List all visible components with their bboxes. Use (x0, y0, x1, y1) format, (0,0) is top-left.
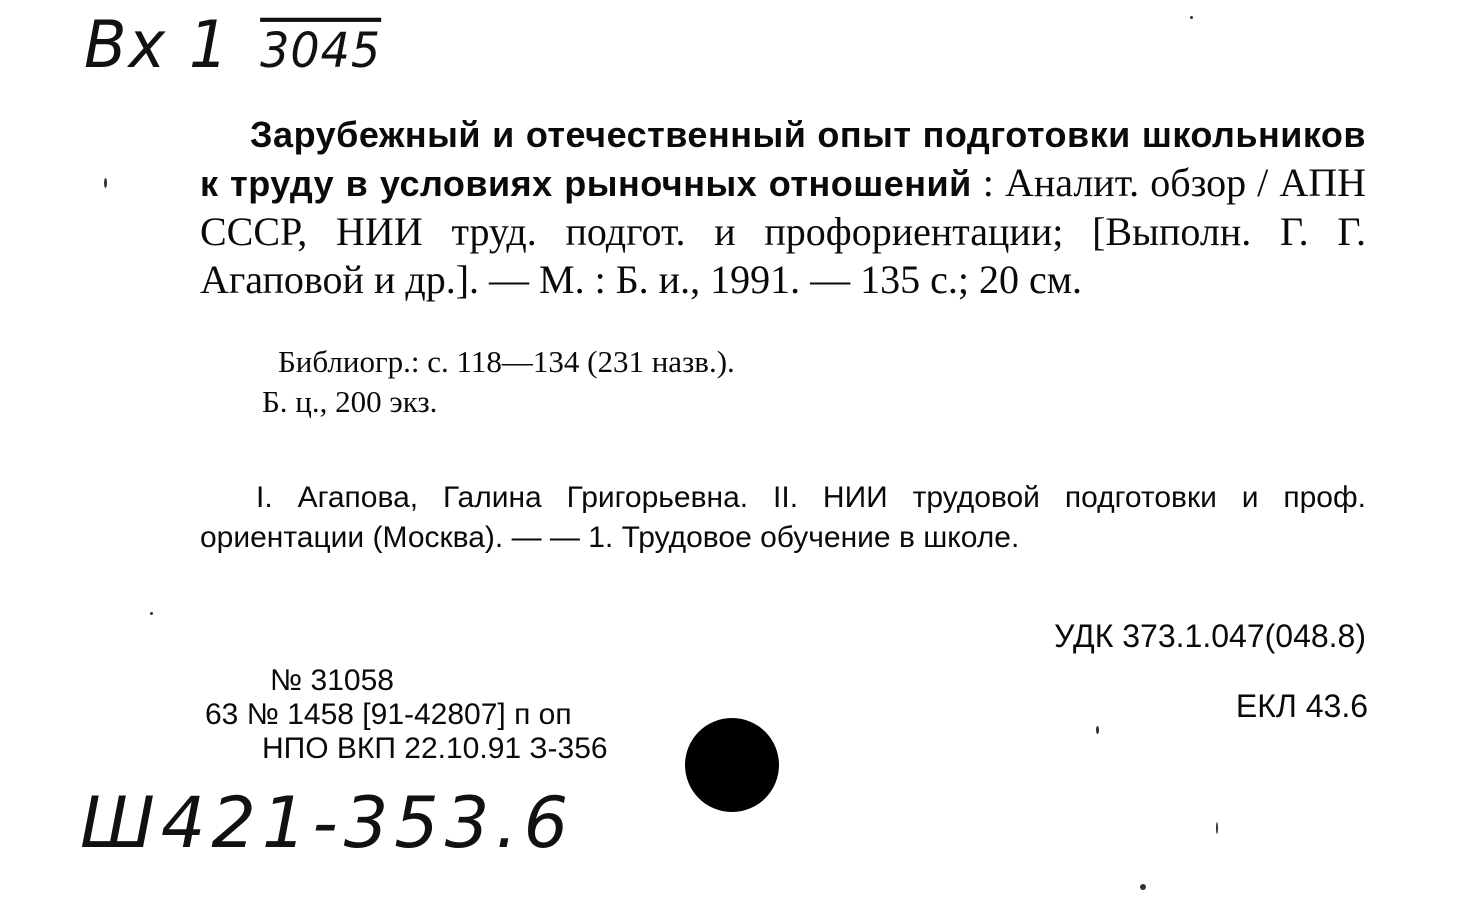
tracing-text: I. Агапова, Галина Григорьевна. II. НИИ трудовой подготовки и проф. ориентации (Москва). — — 1. Трудовое обучение в школе. (200, 481, 1366, 554)
tracing-entries (200, 478, 1366, 558)
record-title: Зарубежный и отечественный опыт подготовки школьников к труду в условиях рыночных отношений (200, 114, 1366, 204)
handwritten-shelf-code: Ш421-353.6 (80, 782, 575, 864)
imprint-line-1: № 31058 (270, 664, 394, 697)
scan-speck (1096, 726, 1099, 734)
scan-speck (104, 178, 107, 188)
bibliographic-description (200, 110, 1366, 304)
imprint-line-2: 63 № 1458 [91-42807] п оп (205, 698, 572, 731)
scan-speck (1190, 16, 1193, 19)
accession-number: 3045 (260, 21, 382, 79)
scan-speck (150, 612, 153, 615)
record-details: : Аналит. обзор / АПН СССР, НИИ труд. подгот. и профориентации; [Выполн. Г. Г. Агаповой и др.]. — М. : Б. и., 1991. — 135 с.; 20 см. (200, 160, 1366, 302)
scan-speck (1140, 884, 1146, 890)
bibliography-note: Библиогр.: с. 118—134 (231 назв.). (278, 344, 735, 379)
card-punch-hole (685, 718, 779, 812)
imprint-line-3: НПО ВКП 22.10.91 З-356 (262, 732, 608, 765)
ekl-classification: ЕКЛ 43.6 (1235, 688, 1368, 724)
scan-speck (1216, 822, 1218, 834)
udk-classification: УДК 373.1.047(048.8) (1054, 618, 1366, 654)
handwritten-accession-number (84, 6, 381, 83)
price-note: Б. ц., 200 экз. (262, 384, 438, 419)
accession-prefix: Вх 1 (84, 6, 231, 83)
